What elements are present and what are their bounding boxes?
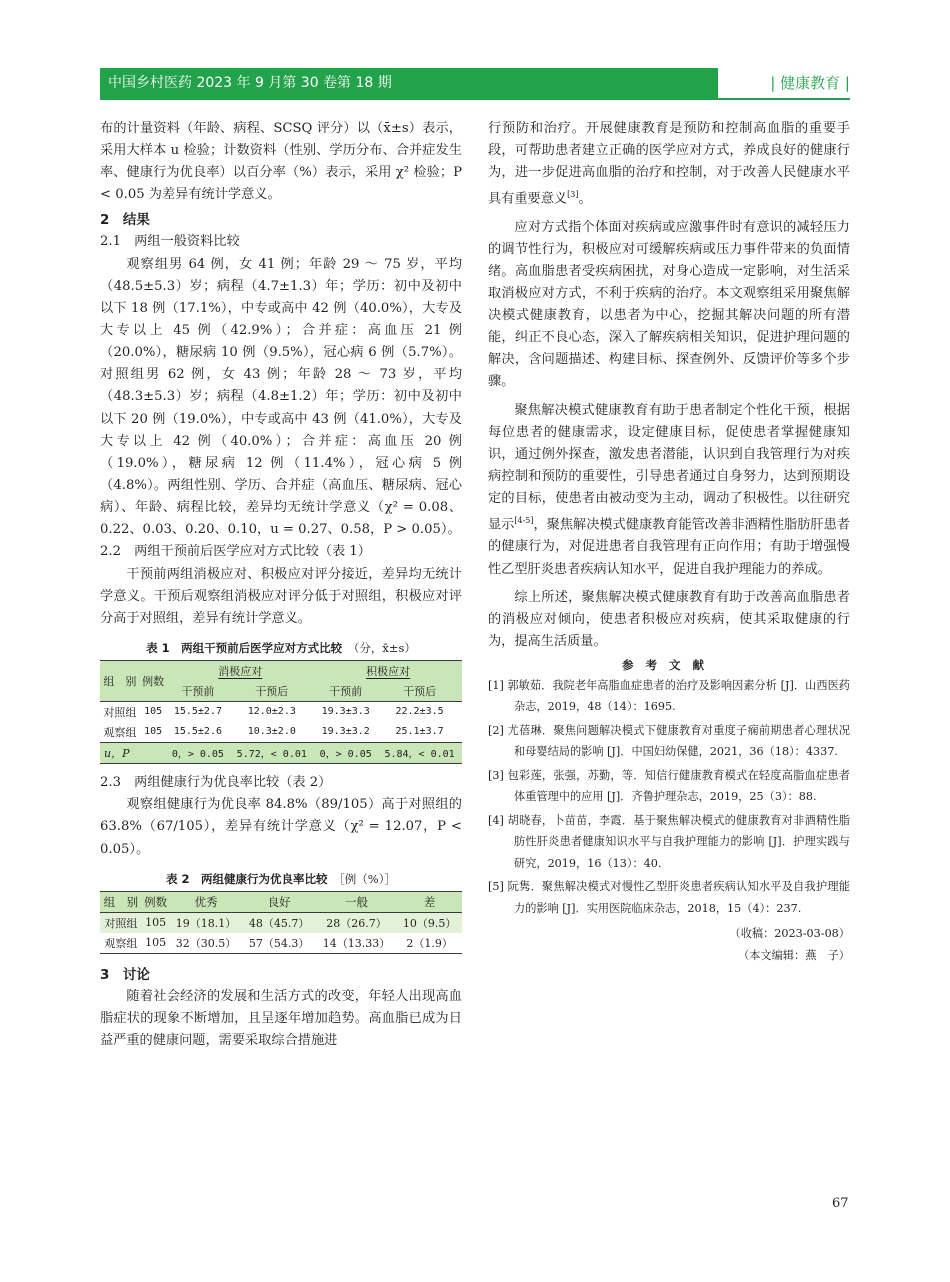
- behavior-paragraph: 观察组健康行为优良率 84.8%（89/105）高于对照组的 63.8%（67/105），差异有统计学意义（χ² = 12.07，P < 0.05）。: [100, 797, 462, 857]
- t1-cell: 12.0±2.3: [247, 706, 296, 718]
- t2-cell: 14（13.33）: [322, 936, 391, 950]
- t2-header: 优秀: [169, 891, 242, 912]
- subheading-2-2: 2.2 两组干预前后医学应对方式比较（表 1）: [100, 544, 371, 560]
- sfbt-paragraph: [488, 400, 850, 581]
- table-row: [100, 912, 462, 933]
- t1-header-neg-before: 干预前: [166, 681, 229, 702]
- t2-header: 良好: [243, 891, 316, 912]
- t2-header: 例数: [142, 891, 170, 912]
- t2-header: 一般: [316, 891, 398, 912]
- t1-cell: 对照组: [103, 705, 137, 719]
- table2-caption: [100, 871, 462, 887]
- t1-cell: 19.3±3.3: [321, 706, 370, 718]
- t1-cell: 0，> 0.05: [314, 742, 377, 763]
- coping-paragraph: 干预前两组消极应对、积极应对评分接近，差异均无统计学意义。干预后观察组消极应对评分低于对照组，积极应对评分高于对照组，差异有统计学意义。: [100, 566, 462, 626]
- t1-cell: 15.5±2.7: [173, 706, 222, 718]
- general-data-paragraph: 观察组男 64 例，女 41 例；年龄 29 ～ 75 岁，平均（48.5±5.3）岁；病程（4.7±1.3）年；学历：初中及初中以下 18 例（17.1%），中专或高中 42 例（40.0%），大专及大专以上 45 例（42.9%）；合并症：高血压 21 例（20.0%），糖尿病 10 例（9.5%），冠心病 6 例（5.7%）。对照组男 62 例，女 43 例；年龄 28 ～ 73 岁，平均（48.3±5.3）岁；病程（4.8±1.2）年；学历：初中及初中以下 20 例（19.0%），中专或高中 43 例（41.0%），大专及大专以上 42 例（40.0%）；合并症：高血压 20 例（19.0%），糖尿病 12 例（11.4%），冠心病 5 例（4.8%）。两组性别、学历、合并症（高血压、糖尿病、冠心病）、年龄、病程比较，差异均无统计学意义（χ² = 0.08、0.22、0.03、0.20、0.10，u = 0.27、0.58，P > 0.05）。: [100, 256, 463, 537]
- t2-cell: 2（1.9）: [406, 936, 453, 950]
- t2-cell: 48（45.7）: [243, 912, 316, 933]
- t1-cell: 15.5±2.6: [173, 726, 222, 738]
- discussion-paragraph: 随着社会经济的发展和生活方式的改变，年轻人出现高血脂症状的现象不断增加，且呈逐年增加趋势。高血脂已成为日益严重的健康问题，需要采取综合措施进: [100, 988, 462, 1048]
- citation: [3]: [567, 190, 579, 200]
- table1-unit: （分，x̄±s）: [353, 640, 416, 655]
- t1-header-pos: 积极应对: [366, 664, 411, 678]
- text: ，聚焦解决模式健康教育能管改善非酒精性脂肪肝患者的健康行为，对促进患者自我管理有正向作用；有助于增强慢性乙型肝炎患者疾病认知水平，促进自我护理能力的养成。: [488, 517, 850, 577]
- t2-cell: 32（30.5）: [175, 936, 237, 950]
- table1-caption: [100, 640, 462, 656]
- methods-paragraph: 布的计量资料（年龄、病程、SCSQ 评分）以（x̄±s）表示，采用大样本 u 检验；计数资料（性别、学历分布、合并症发生率、健康行为优良率）以百分率（%）表示，采用 χ² 检验；P < 0.05 为差异有统计学意义。: [100, 121, 462, 203]
- header-rule: [100, 98, 850, 100]
- text: 。: [578, 191, 592, 207]
- t1-header-group: 组 别: [100, 660, 140, 701]
- text: 行预防和治疗。开展健康教育是预防和控制高血脂的重要手段，可帮助患者建立正确的医学应对方式，养成良好的健康行为，进一步促进高血脂的治疗和控制，对于改善人民健康水平具有重要意义: [488, 121, 850, 207]
- t1-header-neg-after: 干预后: [229, 681, 314, 702]
- reference-item: [4] 胡晓春，卜苗苗，李霞．基于聚焦解决模式的健康教育对非酒精性脂肪性肝炎患者健康知识水平与自我护理能力的影响 [J]．护理实践与研究，2019，16（13）：40.: [488, 813, 850, 870]
- table2-unit: ［例（%）］: [339, 871, 396, 886]
- table2: [100, 891, 462, 954]
- t1-cell: 22.2±3.5: [395, 706, 444, 718]
- t2-cell: 对照组: [100, 912, 142, 933]
- conclusion-paragraph: 综上所述，聚焦解决模式健康教育有助于改善高血脂患者的消极应对倾向，使患者积极应对疾病，使其采取健康的行为，提高生活质量。: [488, 589, 850, 649]
- t1-cell: 19.3±3.2: [321, 726, 370, 738]
- discussion-continued: [488, 118, 850, 211]
- t1-header-neg: 消极应对: [218, 664, 263, 678]
- discussion-heading: 3 讨论: [100, 966, 150, 983]
- editor-note: （本文编辑：燕 子）: [738, 949, 850, 963]
- references-heading: 参考文献: [622, 657, 716, 672]
- t2-cell: 10（9.5）: [397, 912, 462, 933]
- t1-cell: 观察组: [103, 725, 137, 739]
- table2-title: 表 2 两组健康行为优良率比较: [166, 871, 328, 886]
- t1-cell: 105: [144, 726, 163, 738]
- reference-item: [5] 阮隽．聚焦解决模式对慢性乙型肝炎患者疾病认知水平及自我护理能力的影响 [J]．实用医院临床杂志，2018，15（4）：237.: [488, 880, 850, 915]
- t1-cell: 105: [144, 706, 163, 718]
- reference-item: [3] 包彩莲，张强，苏勤，等．知信行健康教育模式在轻度高脂血症患者体重管理中的应用 [J]．齐鲁护理杂志，2019，25（3）：88.: [488, 768, 850, 804]
- t1-cell: 5.84，< 0.01: [377, 742, 462, 763]
- table-row: [100, 933, 462, 954]
- t1-cell: 0，> 0.05: [166, 742, 229, 763]
- t1-header-pos-before: 干预前: [314, 681, 377, 702]
- table1: [100, 660, 462, 764]
- table1-title: 表 1 两组干预前后医学应对方式比较: [146, 640, 343, 655]
- t2-header: 差: [397, 891, 462, 912]
- coping-discussion-paragraph: 应对方式指个体面对疾病或应激事件时有意识的减轻压力的调节性行为，积极应对可缓解疾病或压力事件带来的负面情绪。高血脂患者受疾病困扰，对身心造成一定影响，对生活采取消极应对方式，不利于疾病的治疗。本文观察组采用聚焦解决模式健康教育，以患者为中心，挖掘其解决问题的所有潜能，纠正不良心态，深入了解疾病相关知识，促进护理问题的解决，含问题描述、构建目标、探查例外、反馈评价等多个步骤。: [488, 219, 850, 390]
- table-row: [100, 722, 462, 743]
- text: 聚焦解决模式健康教育有助于患者制定个性化干预，根据每位患者的健康需求，设定健康目标，促使患者掌握健康知识，通过例外探查，激发患者潜能，认识到自我管理行为对疾病控制和预防的重要性，引导患者通过自身努力，达到预期设定的目标，使患者由被动变为主动，调动了积极性。以往研究显示: [488, 402, 850, 533]
- t1-cell: 5.72，< 0.01: [229, 742, 314, 763]
- section-label: | 健康教育 |: [770, 74, 850, 92]
- right-column: [488, 118, 850, 967]
- page-number: 67: [832, 1196, 849, 1211]
- t2-cell: 28（26.7）: [316, 912, 398, 933]
- t2-cell: 观察组: [104, 936, 138, 950]
- t2-cell: 105: [145, 936, 167, 950]
- results-heading: 2 结果: [100, 212, 150, 229]
- running-header: [100, 68, 850, 98]
- journal-info: 中国乡村医药 2023 年 9 月第 30 卷第 18 期: [100, 68, 718, 98]
- table-row: [100, 701, 462, 722]
- t1-cell: u，P: [100, 742, 166, 763]
- t1-cell: 10.3±2.0: [247, 726, 296, 738]
- t1-header-n: 例数: [140, 660, 167, 701]
- t1-header-pos-after: 干预后: [377, 681, 462, 702]
- t2-cell: 57（54.3）: [248, 936, 310, 950]
- t2-header: 组 别: [100, 891, 142, 912]
- subheading-2-1: 2.1 两组一般资料比较: [100, 234, 240, 250]
- received-date: （收稿：2023-03-08）: [729, 927, 850, 941]
- subheading-2-3: 2.3 两组健康行为优良率比较（表 2）: [100, 774, 332, 790]
- reference-item: [2] 尤蓓琳．聚焦问题解决模式下健康教育对重度子痫前期患者心理状况和母婴结局的影响 [J]．中国妇幼保健，2021，36（18）：4337.: [488, 723, 850, 759]
- t2-cell: 19（18.1）: [169, 912, 242, 933]
- citation: [4-5]: [514, 515, 534, 525]
- t2-cell: 105: [142, 912, 170, 933]
- reference-item: [1] 郭敏茹．我院老年高脂血症患者的治疗及影响因素分析 [J]．山西医药杂志，2019，48（14）：1695.: [488, 678, 850, 714]
- t1-cell: 25.1±3.7: [395, 726, 444, 738]
- table-row-stats: [100, 742, 462, 763]
- left-column: [100, 118, 462, 1052]
